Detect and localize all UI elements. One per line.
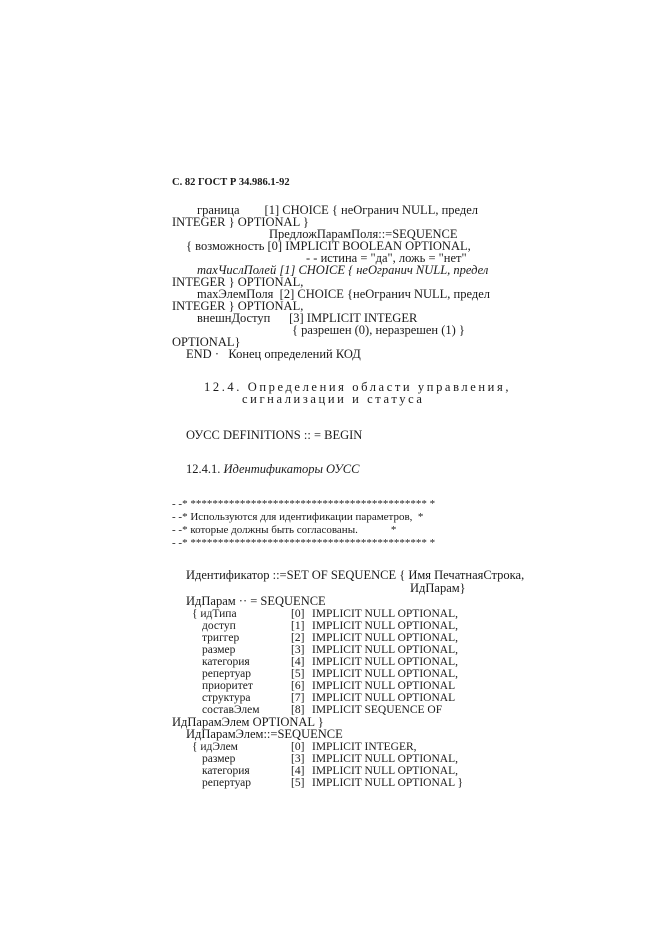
idparam-row-tag: [8] bbox=[291, 704, 305, 716]
elem-row-name: репертуар bbox=[202, 777, 252, 789]
idparam-row-tag: [2] bbox=[291, 632, 305, 644]
definitions-line: ОУСС DEFINITIONS :: = BEGIN bbox=[186, 428, 363, 442]
idparam-row-name: категория bbox=[202, 656, 250, 668]
comment-line: - -* ******************************************* * bbox=[172, 498, 436, 510]
code-line: ПредложПарамПоля::=SEQUENCE bbox=[269, 227, 458, 241]
idparam-row-name: размер bbox=[202, 644, 236, 656]
elem-row-type: IMPLICIT INTEGER, bbox=[312, 741, 417, 753]
subsection-title: Идентификаторы ОУСС bbox=[223, 462, 360, 476]
code-line: INTEGER } OPTIONAL, bbox=[172, 299, 304, 313]
elem-row-name: { идЭлем bbox=[192, 741, 238, 753]
idparam-row-name: репертуар bbox=[202, 668, 252, 680]
idparam-row-name: { идТипа bbox=[192, 608, 237, 620]
idparam-row-name: триггер bbox=[202, 632, 240, 644]
code-line: граница [1] CHOICE { неОгранич NULL, предел bbox=[197, 203, 479, 217]
idparam-row-name: структура bbox=[202, 692, 251, 704]
code-line: maxЭлемПоля [2] CHOICE {неОгранич NULL, предел bbox=[197, 287, 491, 301]
elem-row-name: категория bbox=[202, 765, 250, 777]
section-heading-line-1: 12.4. Определения области управления, bbox=[204, 380, 512, 394]
elem-row-type: IMPLICIT NULL OPTIONAL, bbox=[312, 753, 458, 765]
page-header: С. 82 ГОСТ Р 34.986.1-92 bbox=[172, 177, 290, 188]
idparam-row-type: IMPLICIT NULL OPTIONAL, bbox=[312, 656, 458, 668]
idparam-row-type: IMPLICIT NULL OPTIONAL, bbox=[312, 644, 458, 656]
comment-line: - -* ******************************************* * bbox=[172, 537, 436, 549]
idparam-row-type: IMPLICIT NULL OPTIONAL, bbox=[312, 608, 458, 620]
idparam-row-tag: [7] bbox=[291, 692, 305, 704]
idparam-row-type: IMPLICIT NULL OPTIONAL, bbox=[312, 632, 458, 644]
idparam-row-type: IMPLICIT NULL OPTIONAL, bbox=[312, 668, 458, 680]
elem-row-tag: [3] bbox=[291, 753, 305, 765]
code-line: - - истина = "да", ложь = "нет" bbox=[306, 251, 467, 265]
code-line: { разрешен (0), неразрешен (1) } bbox=[292, 323, 465, 337]
subsection-number: 12.4.1. bbox=[186, 462, 221, 476]
idparam-row-tag: [0] bbox=[291, 608, 305, 620]
idparam-row-name: доступ bbox=[202, 620, 236, 632]
code-line: END · Конец определений КОД bbox=[186, 347, 361, 361]
idparam-row-type: IMPLICIT SEQUENCE OF bbox=[312, 704, 443, 716]
elem-row-tag: [4] bbox=[291, 765, 305, 777]
idparam-tail: ИдПарамЭлем OPTIONAL } bbox=[172, 715, 324, 729]
elem-row-name: размер bbox=[202, 753, 236, 765]
idparam-head: ИдПарам ·· = SEQUENCE bbox=[186, 594, 326, 608]
idparam-row-type: IMPLICIT NULL OPTIONAL bbox=[312, 692, 456, 704]
code-line: { возможность [0] IMPLICIT BOOLEAN OPTIONAL, bbox=[186, 239, 471, 253]
idparam-row-tag: [4] bbox=[291, 656, 305, 668]
comment-line: - -* которые должны быть согласованы. * bbox=[172, 524, 397, 536]
idparam-row-tag: [6] bbox=[291, 680, 305, 692]
idparam-row-name: составЭлем bbox=[202, 704, 260, 716]
elem-row-type: IMPLICIT NULL OPTIONAL } bbox=[312, 777, 464, 789]
comment-line: - -* Используются для идентификации параметров, * bbox=[172, 511, 424, 523]
code-line: INTEGER } OPTIONAL, bbox=[172, 275, 304, 289]
idparam-row-tag: [5] bbox=[291, 668, 305, 680]
code-line: maxЧислПолей [1] CHOICE { неОгранич NULL, предел bbox=[197, 263, 489, 277]
identifier-line-1: Идентификатор ::=SET OF SEQUENCE { Имя ПечатнаяСтрока, bbox=[186, 568, 525, 582]
idparam-row-tag: [1] bbox=[291, 620, 305, 632]
code-line: INTEGER } OPTIONAL } bbox=[172, 215, 309, 229]
subsection-heading bbox=[186, 462, 359, 476]
code-line: OPTIONAL} bbox=[172, 335, 241, 349]
elem-row-tag: [0] bbox=[291, 741, 305, 753]
idparam-row-type: IMPLICIT NULL OPTIONAL, bbox=[312, 620, 458, 632]
code-line: внешнДоступ [3] IMPLICIT INTEGER bbox=[197, 311, 418, 325]
elem-row-type: IMPLICIT NULL OPTIONAL, bbox=[312, 765, 458, 777]
elem-head: ИдПарамЭлем::=SEQUENCE bbox=[186, 727, 343, 741]
elem-row-tag: [5] bbox=[291, 777, 305, 789]
idparam-row-name: приоритет bbox=[202, 680, 253, 692]
idparam-row-type: IMPLICIT NULL OPTIONAL bbox=[312, 680, 456, 692]
section-heading-line-2: сигнализации и статуса bbox=[242, 392, 425, 406]
idparam-row-tag: [3] bbox=[291, 644, 305, 656]
identifier-line-2: ИдПарам} bbox=[410, 581, 466, 595]
